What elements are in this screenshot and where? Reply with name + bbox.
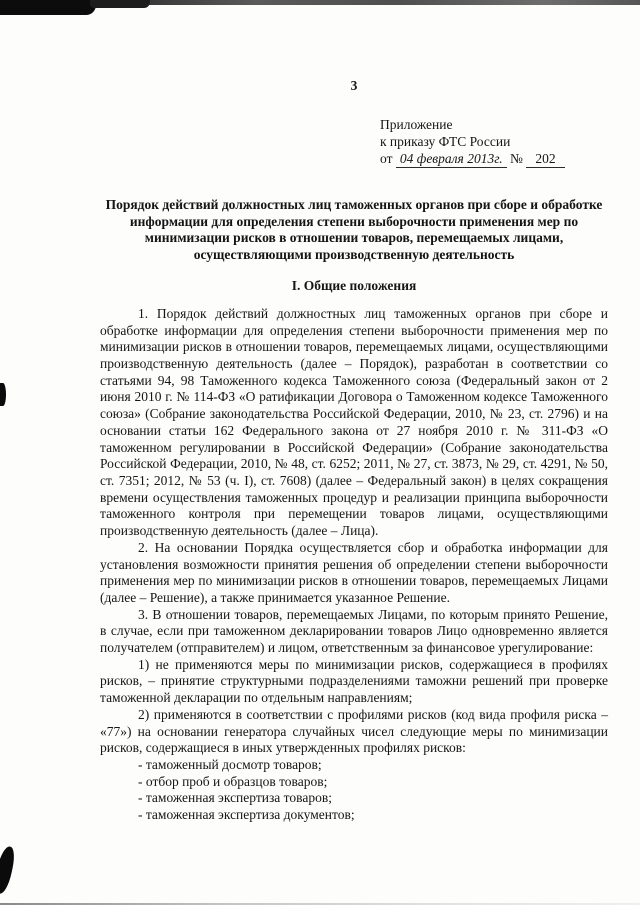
page-number: 3 [350,78,358,93]
document-body [100,306,608,824]
document-content [100,0,608,824]
subparagraph-1: 1) не применяются меры по минимизации рисков, содержащиеся в профилях рисков, – принятие структурными подразделениями таможни решений при проверке таможенной декларации по отдельным направлениям; [100,656,608,706]
order-date: 04 февраля 2013г. [396,150,507,168]
paragraph-3: 3. В отношении товаров, перемещаемых Лицами, по которым принято Решение, в случае, если при таможенном декларировании товаров Лицо одновременно является получателем (отправителем) и лицом, ответственным за финансовое урегулирование: [100,606,608,656]
list-item-2: - отбор проб и образцов товаров; [138,773,328,789]
section-heading: I. Общие положения [291,278,417,294]
appendix-line-1: Приложение [380,117,453,132]
order-from-label: от [380,151,393,166]
list-item-4: - таможенная экспертиза документов; [138,807,355,823]
list-item-1: - таможенный досмотр товаров; [138,756,322,772]
paragraph-1: 1. Порядок действий должностных лиц таможенных органов при сборе и обработке информации для определения степени выборочности применения мер по минимизации рисков в отношении товаров, перемещаемых лицами, осуществляющими производственную деятельность (далее – Порядок), разработан в соответствии со статьями 94, 98 Таможенного кодекса Таможенного союза (Федеральный закон от 2 июня 2010 г. № 114-ФЗ «О ратификации Договора о Таможенном кодексе Таможенного союза» (Собрание законодательства Российской Федерации, 2010, № 23, ст. 2796) и на основании статьи 162 Федерального закона от 27 ноября 2010 г. № 311-ФЗ «О таможенном регулировании в Российской Федерации» (Собрание законодательства Российской Федерации, 2010, № 48, ст. 6252; 2011, № 27, ст. 3873, № 29, ст. 4291, № 50, ст. 7351; 2012, № 53 (ч. I), ст. 7608) (далее – Федеральный закон) в целях сокращения времени осуществления таможенных процедур и реализации принципа выборочности таможенного контроля при перемещении товаров лицами, осуществляющими производственную деятельность (далее – Лица). [100,305,608,539]
subparagraph-2: 2) применяются в соответствии с профилями рисков (код вида профиля риска – «77») на основании генератора случайных чисел следующие меры по минимизации рисков, содержащиеся в иных утвержденных профилях рисков: [100,706,608,756]
appendix-block [380,116,608,168]
scan-artifact-top-blob [0,0,96,15]
appendix-line-3 [380,150,608,168]
list-item-3: - таможенная экспертиза товаров; [138,790,332,806]
appendix-line-2: к приказу ФТС России [380,134,511,149]
order-number: 202 [526,150,564,168]
order-number-label: № [510,151,523,166]
document-title: Порядок действий должностных лиц таможенных органов при сборе и обработке информации для определения степени выборочности применения мер по минимизации рисков в отношении товаров, перемещаемых лицами, осуществляющими производственную деятельность [105,197,603,262]
scan-artifact-bottom-left [0,845,17,895]
scan-artifact-left-edge [0,383,6,406]
paragraph-2: 2. На основании Порядка осуществляется сбор и обработка информации для установления возможности принятия решения об определении степени выборочности применения мер по минимизации рисков в отношении товаров, перемещаемых Лицами (далее – Решение), а также принимается указанное Решение. [100,539,608,605]
